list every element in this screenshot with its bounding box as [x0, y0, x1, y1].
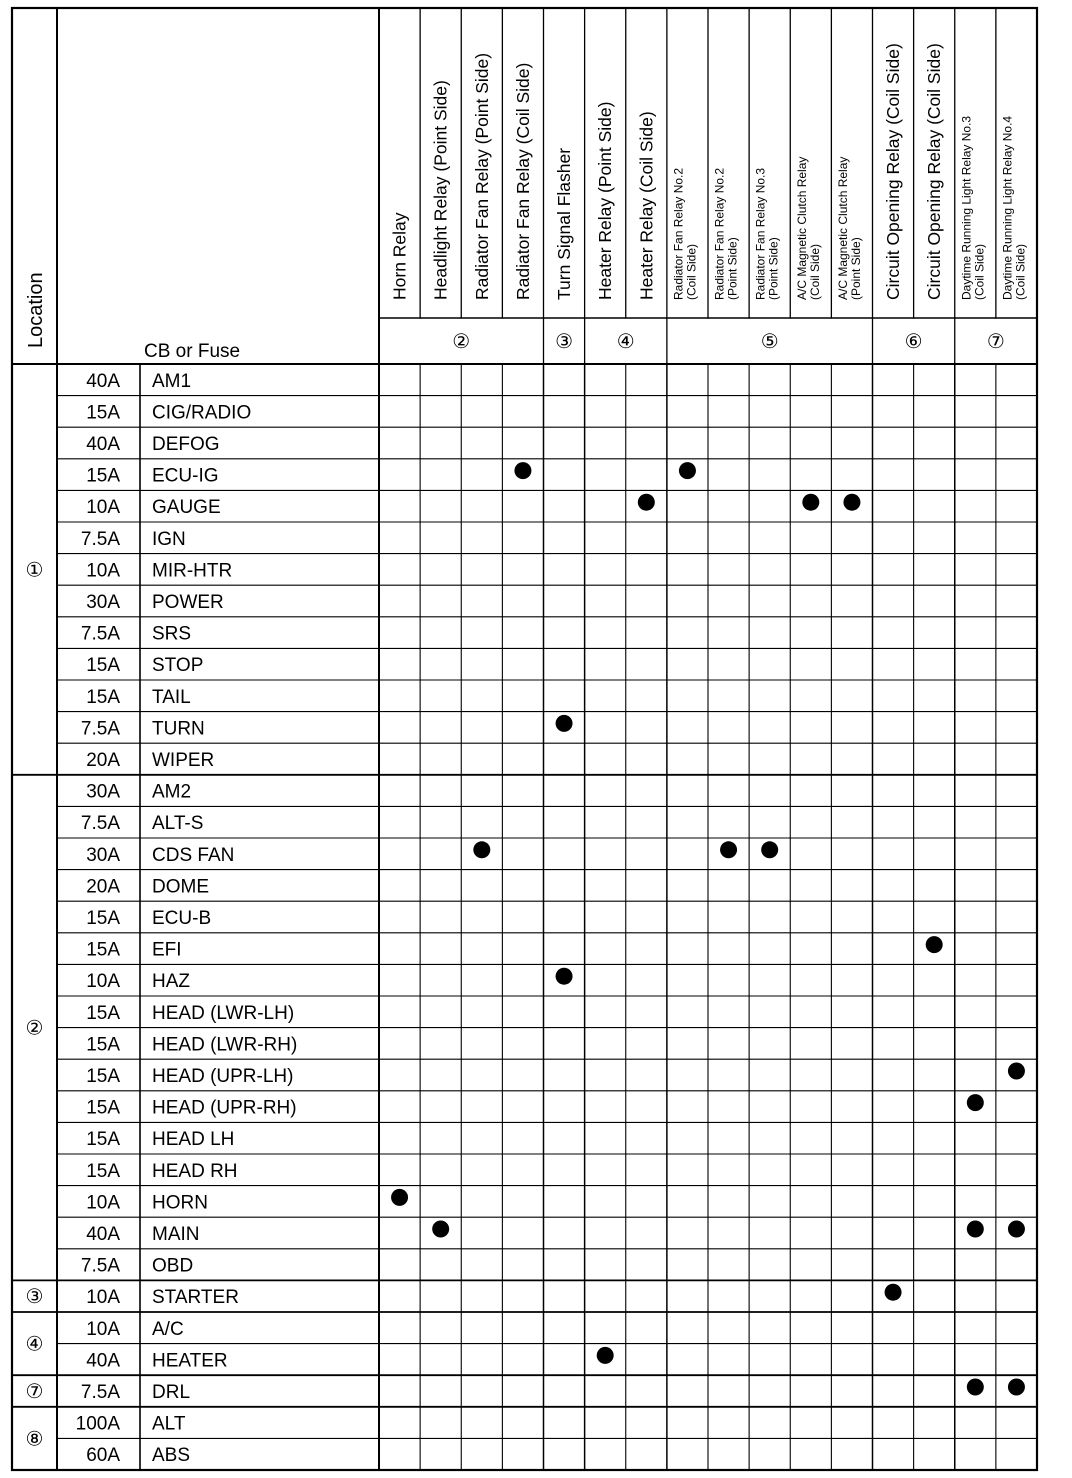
fuse-name: TAIL [152, 686, 191, 708]
fuse-amperage: 40A [86, 370, 120, 392]
fuse-amperage: 15A [86, 402, 120, 424]
fuse-amperage: 15A [86, 1097, 120, 1119]
fuse-name: POWER [152, 592, 224, 613]
column-group-label: ⑤ [760, 331, 779, 353]
fuse-name: GAUGE [152, 497, 221, 519]
fuse-amperage: 40A [86, 434, 120, 455]
cb-or-fuse-header: CB or Fuse [144, 341, 241, 362]
column-sublabel: (Coil Side) [807, 243, 822, 300]
column-label: Headlight Relay (Point Side) [430, 80, 451, 300]
fuse-name: HORN [152, 1192, 208, 1214]
fuse-name: HEAD (LWR-LH) [152, 1002, 295, 1024]
fuse-name: ECU-B [152, 908, 212, 929]
column-sublabel: (Point Side) [766, 237, 781, 300]
connection-dot [1008, 1063, 1025, 1080]
column-group-label: ⑥ [904, 331, 923, 353]
column-group-label: ③ [555, 331, 574, 353]
fuse-name: ECU-IG [152, 465, 219, 487]
fuse-amperage: 7.5A [80, 718, 120, 740]
connection-dot [720, 841, 737, 858]
fuse-name: HEAD RH [152, 1160, 238, 1182]
connection-dot [556, 968, 573, 985]
fuse-amperage: 15A [86, 1160, 120, 1182]
fuse-name: HAZ [152, 971, 190, 993]
fuse-name: STARTER [152, 1287, 239, 1309]
column-label: A/C Magnetic Clutch Relay [835, 156, 850, 300]
fuse-amperage: 10A [86, 971, 120, 993]
connection-dot [514, 462, 531, 479]
connection-dot [391, 1189, 408, 1206]
fuse-name: HEATER [152, 1350, 228, 1372]
fuse-name: ALT-S [152, 813, 204, 835]
column-label: Radiator Fan Relay No.2 [712, 167, 727, 300]
connection-dot [802, 494, 819, 511]
connection-dot [885, 1284, 902, 1301]
table-labels [25, 43, 1027, 1466]
fuse-name: AM1 [152, 370, 192, 392]
fuse-amperage: 15A [86, 1066, 120, 1087]
fuse-name: DRL [152, 1382, 191, 1403]
connection-dot [761, 841, 778, 858]
fuse-amperage: 15A [86, 1129, 120, 1151]
fuse-amperage: 10A [86, 1287, 120, 1309]
connection-dot [679, 462, 696, 479]
column-sublabel: (Point Side) [848, 237, 863, 300]
column-label: Radiator Fan Relay (Coil Side) [512, 62, 533, 300]
fuse-name: WIPER [152, 750, 215, 771]
connection-dot [926, 936, 943, 953]
connection-dot [556, 715, 573, 732]
fuse-name: DEFOG [152, 434, 220, 455]
connection-dot [843, 494, 860, 511]
connection-dot [1008, 1221, 1025, 1238]
column-label: Horn Relay [389, 212, 410, 300]
column-label: Radiator Fan Relay No.3 [753, 167, 768, 300]
fuse-name: ABS [152, 1445, 191, 1467]
fuse-amperage: 30A [86, 844, 120, 866]
fuse-name: HEAD (UPR-LH) [152, 1066, 294, 1087]
fuse-amperage: 7.5A [80, 623, 120, 645]
fuse-name: ALT [152, 1413, 186, 1435]
fuse-name: EFI [152, 939, 182, 961]
connection-dot [967, 1379, 984, 1396]
connection-dot [638, 494, 655, 511]
fuse-amperage: 20A [86, 876, 120, 898]
fuse-amperage: 100A [75, 1413, 120, 1435]
column-label: Heater Relay (Coil Side) [636, 111, 657, 300]
connection-dot [597, 1347, 614, 1364]
fuse-name: CIG/RADIO [152, 402, 252, 424]
fuse-amperage: 7.5A [80, 1255, 120, 1277]
fuse-amperage: 15A [86, 655, 120, 677]
fuse-name: TURN [152, 718, 205, 740]
fuse-amperage: 40A [86, 1224, 120, 1245]
location-header: Location [25, 272, 47, 348]
fuse-amperage: 7.5A [80, 813, 120, 835]
column-label: Daytime Running Light Relay No.3 [959, 115, 974, 300]
fuse-name: SRS [152, 623, 192, 645]
fuse-amperage: 15A [86, 939, 120, 961]
fuse-name: HEAD (LWR-RH) [152, 1034, 298, 1056]
location-label: ④ [25, 1333, 44, 1356]
connection-dot [967, 1094, 984, 1111]
column-label: Daytime Running Light Relay No.4 [1000, 115, 1015, 300]
fuse-amperage: 40A [86, 1350, 120, 1372]
fuse-name: HEAD LH [152, 1129, 235, 1151]
connection-dot [473, 841, 490, 858]
fuse-amperage: 15A [86, 465, 120, 487]
location-label: ② [25, 1017, 44, 1040]
column-group-label: ④ [616, 331, 635, 353]
fuse-amperage: 7.5A [80, 528, 120, 550]
fuse-amperage: 10A [86, 560, 120, 582]
fuse-name: STOP [152, 655, 204, 677]
column-label: A/C Magnetic Clutch Relay [794, 156, 809, 300]
fuse-amperage: 30A [86, 592, 120, 613]
column-label: Circuit Opening Relay (Coil Side) [924, 43, 945, 300]
fuse-amperage: 15A [86, 686, 120, 708]
location-label: ③ [25, 1286, 44, 1309]
column-label: Radiator Fan Relay (Point Side) [471, 52, 492, 300]
location-label: ① [25, 559, 44, 582]
fuse-amperage: 15A [86, 1034, 120, 1056]
fuse-name: CDS FAN [152, 844, 235, 866]
fuse-amperage: 15A [86, 1002, 120, 1024]
fuse-name: IGN [152, 528, 186, 550]
fuse-name: MAIN [152, 1224, 200, 1245]
connection-dot [967, 1221, 984, 1238]
column-group-label: ⑦ [986, 331, 1005, 353]
column-sublabel: (Point Side) [725, 237, 740, 300]
location-label: ⑦ [25, 1381, 44, 1403]
fuse-amperage: 20A [86, 750, 120, 771]
fuse-name: OBD [152, 1255, 194, 1277]
connection-dot [432, 1221, 449, 1238]
location-label: ⑧ [25, 1428, 44, 1451]
fuse-amperage: 30A [86, 781, 120, 803]
fuse-amperage: 60A [86, 1445, 120, 1467]
column-sublabel: (Coil Side) [684, 243, 699, 300]
column-label: Circuit Opening Relay (Coil Side) [883, 43, 904, 300]
column-label: Heater Relay (Point Side) [595, 101, 616, 300]
fuse-name: AM2 [152, 781, 192, 803]
fuse-amperage: 7.5A [80, 1382, 120, 1403]
fuse-amperage: 15A [86, 908, 120, 929]
connection-dot [1008, 1379, 1025, 1396]
fuse-name: MIR-HTR [152, 560, 233, 582]
fuse-amperage: 10A [86, 1318, 120, 1340]
fuse-name: HEAD (UPR-RH) [152, 1097, 297, 1119]
fuse-name: A/C [152, 1318, 184, 1340]
column-label: Turn Signal Flasher [554, 147, 575, 300]
fuse-amperage: 10A [86, 1192, 120, 1214]
column-sublabel: (Coil Side) [972, 243, 987, 300]
column-group-label: ② [452, 331, 471, 353]
column-sublabel: (Coil Side) [1013, 243, 1028, 300]
fuse-amperage: 10A [86, 497, 120, 519]
fuse-name: DOME [152, 876, 209, 898]
column-label: Radiator Fan Relay No.2 [671, 167, 686, 300]
